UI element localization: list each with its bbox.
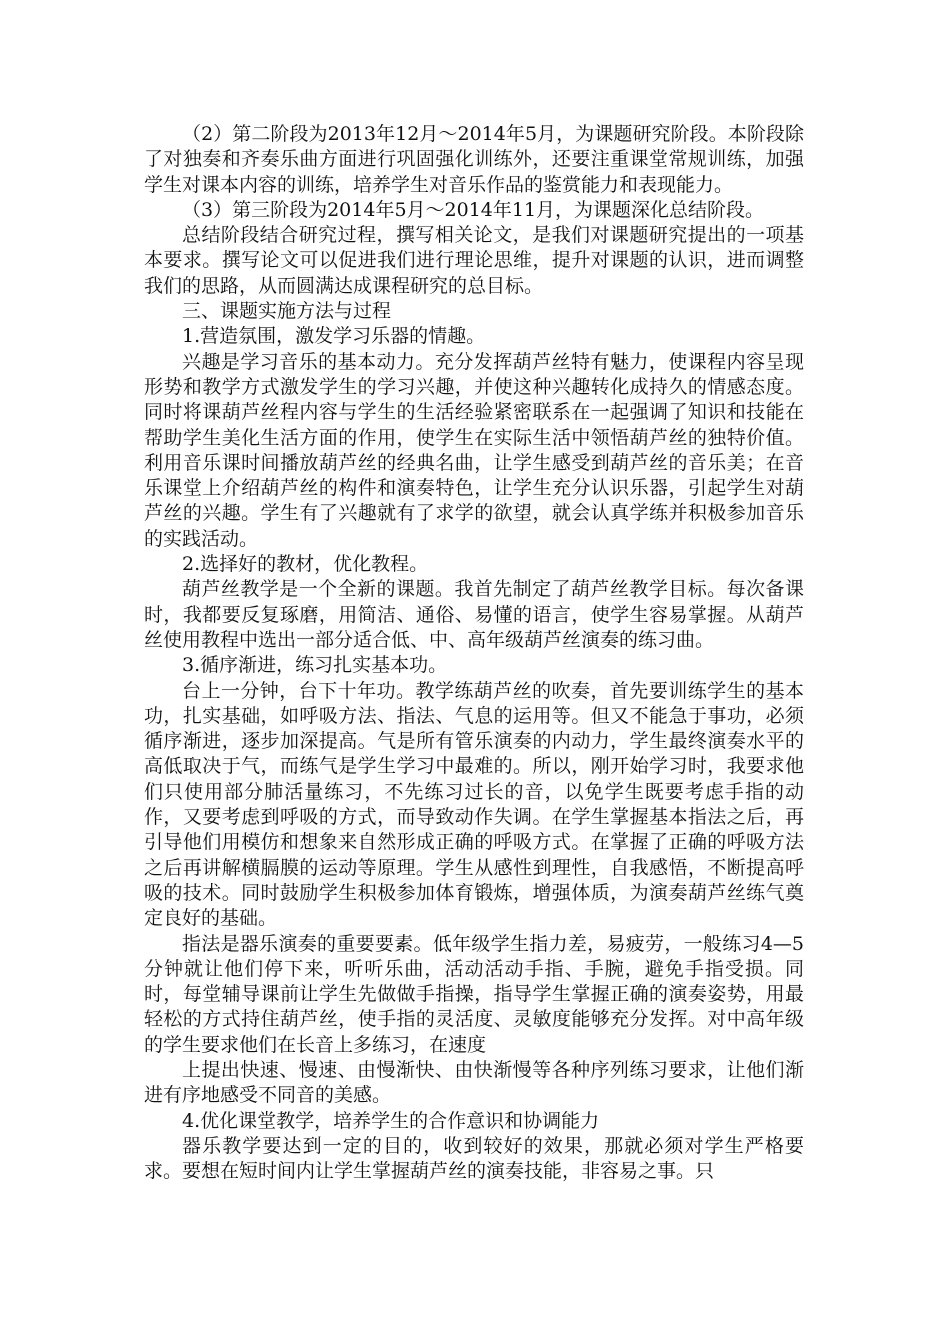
subheading-4: 4.优化课堂教学，培养学生的合作意识和协调能力 (182, 1109, 600, 1132)
paragraph-fingering: 指法是器乐演奏的重要要素。低年级学生指力差，易疲劳，一般练习4—5分钟就让他们停下来，听听乐曲，活动活动手指、手腕，避免手指受损。同时，每堂辅导课前让学生先做做手指操，指导学生掌握正确的演奏姿势，用最轻松的方式持住葫芦丝，使手指的灵活度、灵敏度能够充分发挥。对中高年级的学生要求他们在长音上多练习，在速度 (144, 932, 804, 1056)
document-body (144, 122, 804, 1184)
subheading-1: 1.营造氛围，激发学习乐器的情趣。 (182, 325, 486, 348)
subheading-3: 3.循序渐进，练习扎实基本功。 (182, 654, 448, 677)
paragraph-speed: 上提出快速、慢速、由慢渐快、由快渐慢等各种序列练习要求，让他们渐进有序地感受不同音的美感。 (144, 1058, 804, 1107)
section-heading-methods: 三、课题实施方法与过程 (182, 300, 392, 323)
paragraph-stage-three: （3）第三阶段为2014年5月～2014年11月，为课题深化总结阶段。 (182, 198, 765, 221)
paragraph-summary: 总结阶段结合研究过程，撰写相关论文，是我们对课题研究提出的一项基本要求。撰写论文可以促进我们进行理论思维，提升对课题的认识，进而调整我们的思路，从而圆满达成课程研究的总目标。 (144, 224, 804, 297)
paragraph-interest: 兴趣是学习音乐的基本动力。充分发挥葫芦丝特有魅力，使课程内容呈现形势和教学方式激发学生的学习兴趣，并使这种兴趣转化成持久的情感态度。同时将课葫芦丝程内容与学生的生活经验紧密联系在一起强调了知识和技能在帮助学生美化生活方面的作用，使学生在实际生活中领悟葫芦丝的独特价值。利用音乐课时间播放葫芦丝的经典名曲，让学生感受到葫芦丝的音乐美；在音乐课堂上介绍葫芦丝的构件和演奏特色，让学生充分认识乐器，引起学生对葫芦丝的兴趣。学生有了兴趣就有了求学的欲望，就会认真学练并积极参加音乐的实践活动。 (144, 350, 804, 550)
paragraph-basics: 台上一分钟，台下十年功。教学练葫芦丝的吹奏，首先要训练学生的基本功，扎实基础，如呼吸方法、指法、气息的运用等。但又不能急于事功，必须循序渐进，逐步加深提高。气是所有管乐演奏的内动力，学生最终演奏水平的高低取决于气，而练气是学生学习中最难的。所以，刚开始学习时，我要求他们只使用部分肺活量练习，不先练习过长的音，以免学生既要考虑手指的动作，又要考虑到呼吸的方式，而导致动作失调。在学生掌握基本指法之后，再引导他们用模仿和想象来自然形成正确的呼吸方式。在掌握了正确的呼吸方法之后再讲解横膈膜的运动等原理。学生从感性到理性，自我感悟，不断提高呼吸的技术。同时鼓励学生积极参加体育锻炼，增强体质，为演奏葫芦丝练气奠定良好的基础。 (144, 679, 804, 930)
paragraph-stage-two: （2）第二阶段为2013年12月～2014年5月，为课题研究阶段。本阶段除了对独奏和齐奏乐曲方面进行巩固强化训练外，还要注重课堂常规训练，加强学生对课本内容的训练，培养学生对音乐作品的鉴赏能力和表现能力。 (144, 123, 804, 196)
paragraph-classroom: 器乐教学要达到一定的目的，收到较好的效果，那就必须对学生严格要求。要想在短时间内让学生掌握葫芦丝的演奏技能，非容易之事。只 (144, 1134, 804, 1183)
subheading-2: 2.选择好的教材，优化教程。 (182, 553, 429, 576)
paragraph-materials: 葫芦丝教学是一个全新的课题。我首先制定了葫芦丝教学目标。每次备课时，我都要反复琢磨，用简洁、通俗、易懂的语言，使学生容易掌握。从葫芦丝使用教程中选出一部分适合低、中、高年级葫芦丝演奏的练习曲。 (144, 578, 804, 651)
